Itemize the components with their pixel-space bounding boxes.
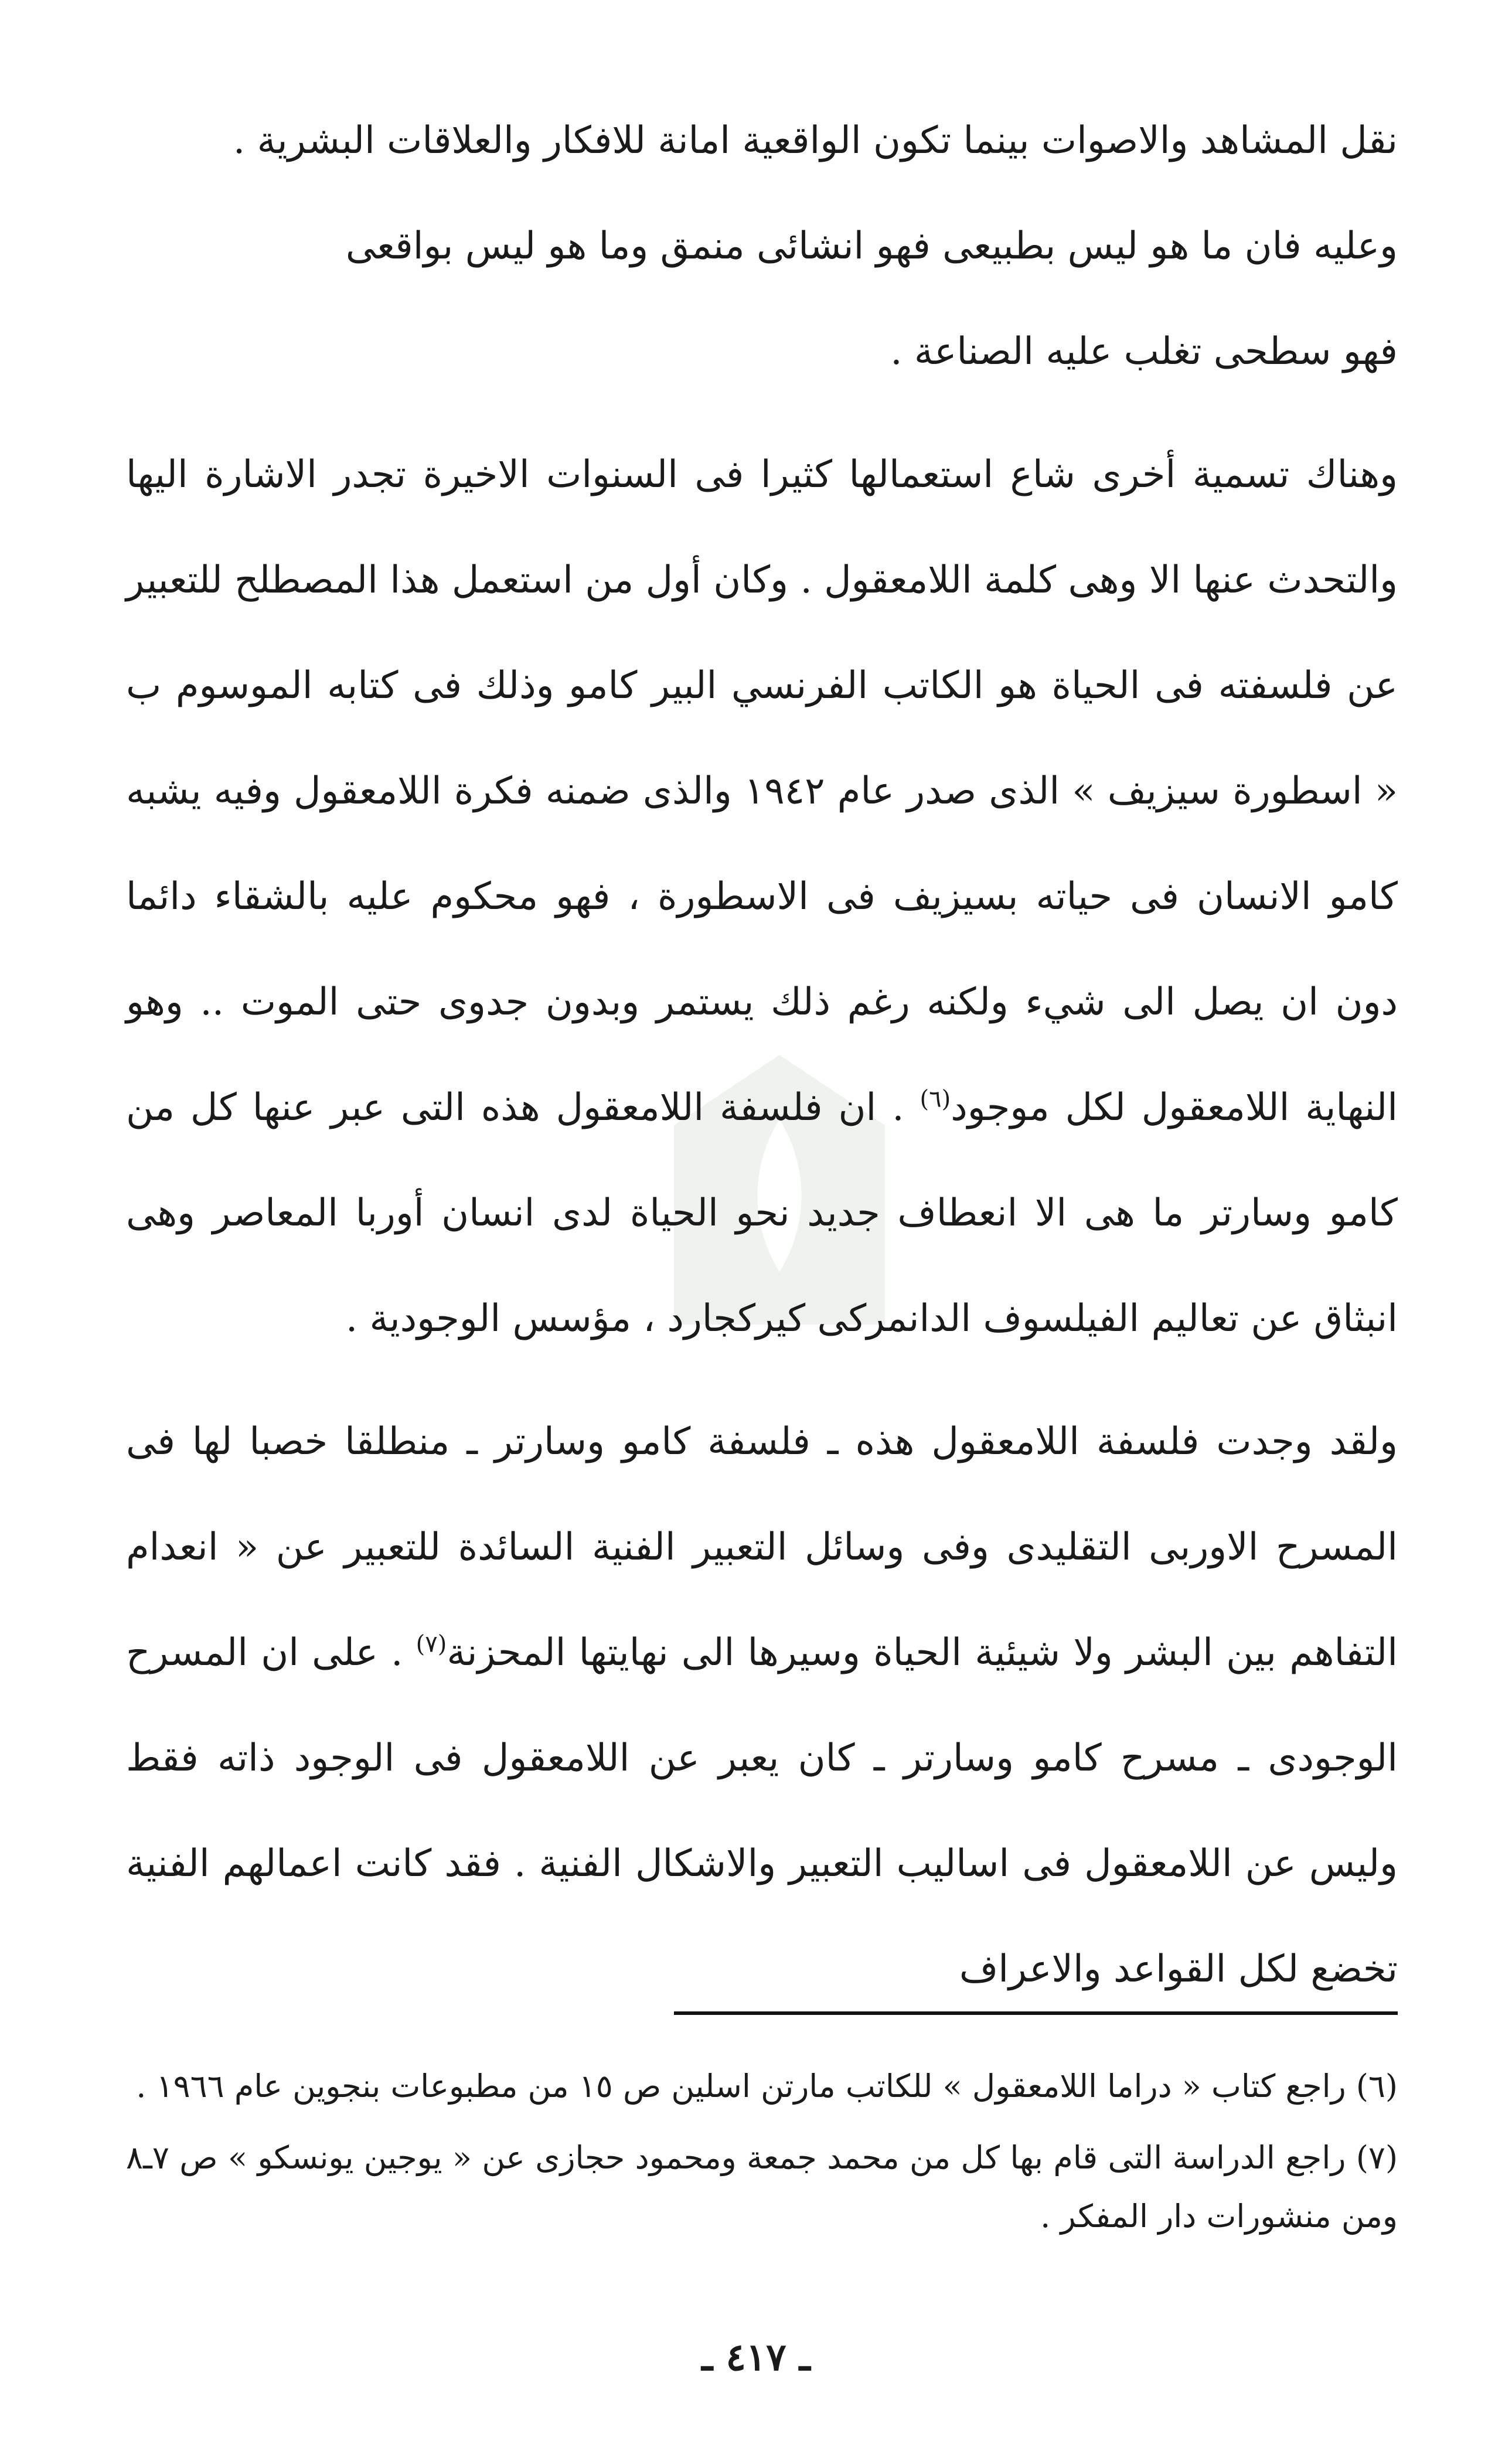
paragraph-1-line-3: فهو سطحى تغلب عليه الصناعة . bbox=[890, 330, 1398, 373]
paragraph-2-text-b: . ان فلسفة اللامعقول هذه التى عبر عنها كل من كامو وسارتر ما هى الا انعطاف جديد نحو الحياة لدى انسان أوربا المعاصر وهى انبثاق عن تعاليم الفيلسوف الدانمركى كيركجارد ، مؤسس الوجودية . bbox=[126, 1086, 1398, 1340]
footnote-7: (٧) راجع الدراسة التى قام بها كل من محمد جمعة ومحمود حجازى عن « يوجين يونسكو » ص ٧ـ٨ ومن منشورات دار المفكر . bbox=[126, 2139, 1398, 2235]
paragraph-1-line-2: وعليه فان ما هو ليس بطبيعى فهو انشائى منمق وما هو ليس بواقعى bbox=[345, 224, 1398, 268]
page-number: ـ ٤١٧ ـ bbox=[701, 2336, 811, 2379]
footnote-divider bbox=[674, 2011, 1398, 2015]
footnote-7-marker: (٧) bbox=[416, 1630, 447, 1658]
paragraph-3 bbox=[126, 1389, 1398, 2022]
paragraph-2-text-a: وهناك تسمية أخرى شاع استعمالها كثيرا فى السنوات الاخيرة تجدر الاشارة اليها والتحدث عنها الا وهى كلمة اللامعقول . وكان أول من استعمل هذا المصطلح للتعبير عن فلسفته فى الحياة هو الكاتب الفرنسي البير كامو وذلك فى كتابه الموسوم ب « اسطورة سيزيف » الذى صدر عام ١٩٤٢ والذى ضمنه فكرة اللامعقول وفيه يشبه كامو الانسان فى حياته بسيزيف فى الاسطورة ، فهو محكوم عليه بالشقاء دائما دون ان يصل الى شيء ولكنه رغم ذلك يستمر وبدون جدوى حتى الموت .. وهو النهاية اللامعقول لكل موجود bbox=[126, 453, 1398, 1129]
paragraph-2 bbox=[126, 422, 1398, 1371]
body-text bbox=[126, 88, 1398, 2022]
footnotes bbox=[126, 2057, 1398, 2259]
paragraph-3-text-a: ولقد وجدت فلسفة اللامعقول هذه ـ فلسفة كامو وسارتر ـ منطلقا خصبا لها فى المسرح الاوربى التقليدى وفى وسائل التعبير الفنية السائدة للتعبير عن « انعدام التفاهم بين البشر ولا شيئية الحياة وسيرها الى نهايتها المحزنة bbox=[126, 1420, 1398, 1674]
footnote-6: (٦) راجع كتاب « دراما اللامعقول » للكاتب مارتن اسلين ص ١٥ من مطبوعات بنجوين عام ١٩٦٦ . bbox=[136, 2068, 1398, 2105]
paragraph-1-line-1: نقل المشاهد والاصوات بينما تكون الواقعية امانة للافكار والعلاقات البشرية . bbox=[233, 119, 1398, 162]
footnote-6-marker: (٦) bbox=[920, 1085, 951, 1113]
paragraph-1 bbox=[126, 88, 1398, 404]
paragraph-3-text-b: . على ان المسرح الوجودى ـ مسرح كامو وسارتر ـ كان يعبر عن اللامعقول فى الوجود ذاته فقط وليس عن اللامعقول فى اساليب التعبير والاشكال الفنية . فقد كانت اعمالهم الفنية تخضع لكل القواعد والاعراف bbox=[126, 1631, 1398, 1991]
